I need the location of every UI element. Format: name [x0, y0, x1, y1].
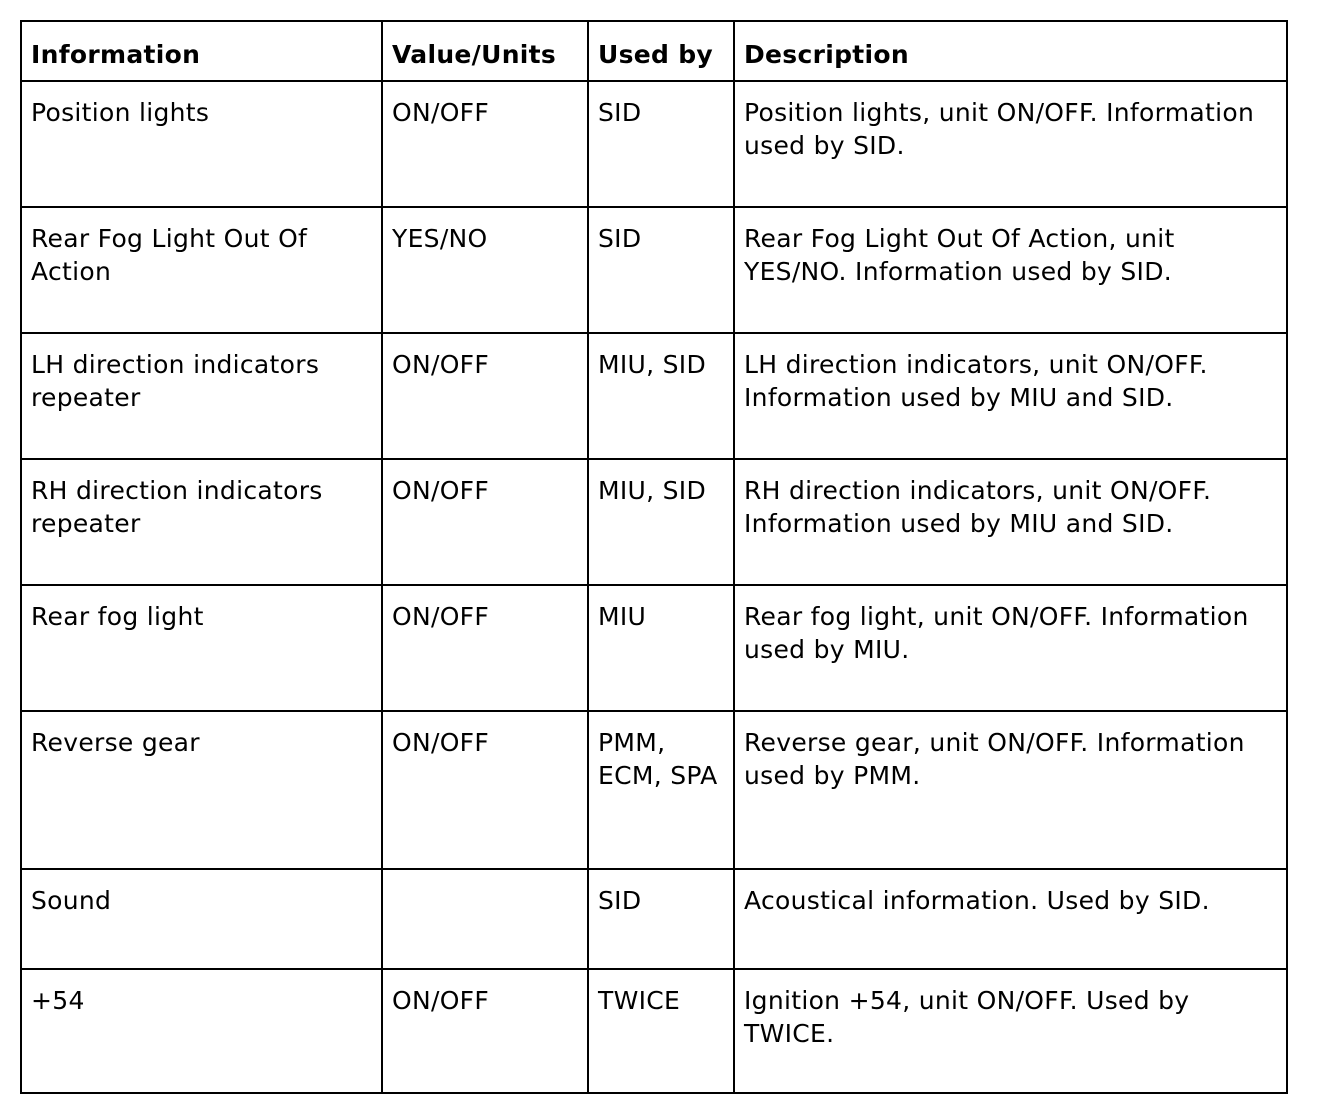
cell-information: +54: [21, 969, 382, 1093]
cell-description: LH direction indicators, unit ON/OFF. Information used by MIU and SID.: [734, 333, 1287, 459]
cell-used-by: SID: [588, 81, 734, 207]
cell-used-by: SID: [588, 869, 734, 969]
cell-value-units: [382, 869, 588, 969]
cell-used-by: MIU: [588, 585, 734, 711]
cell-value-units: ON/OFF: [382, 459, 588, 585]
table-row: [21, 459, 1287, 585]
cell-description: Rear fog light, unit ON/OFF. Information used by MIU.: [734, 585, 1287, 711]
table-row: [21, 711, 1287, 869]
table-row: [21, 81, 1287, 207]
cell-description: Reverse gear, unit ON/OFF. Information used by PMM.: [734, 711, 1287, 869]
cell-value-units: ON/OFF: [382, 585, 588, 711]
signal-information-table: [20, 20, 1288, 1094]
cell-information: Position lights: [21, 81, 382, 207]
cell-description: Position lights, unit ON/OFF. Information used by SID.: [734, 81, 1287, 207]
table-row: [21, 207, 1287, 333]
cell-used-by: TWICE: [588, 969, 734, 1093]
cell-information: LH direction indicators repeater: [21, 333, 382, 459]
cell-information: Rear Fog Light Out Of Action: [21, 207, 382, 333]
header-value-units: Value/Units: [382, 21, 588, 81]
header-information: Information: [21, 21, 382, 81]
cell-value-units: YES/NO: [382, 207, 588, 333]
cell-used-by: PMM, ECM, SPA: [588, 711, 734, 869]
cell-description: Ignition +54, unit ON/OFF. Used by TWICE.: [734, 969, 1287, 1093]
cell-used-by: MIU, SID: [588, 459, 734, 585]
cell-description: Acoustical information. Used by SID.: [734, 869, 1287, 969]
table-row: [21, 333, 1287, 459]
cell-information: RH direction indicators repeater: [21, 459, 382, 585]
cell-value-units: ON/OFF: [382, 969, 588, 1093]
cell-used-by: SID: [588, 207, 734, 333]
table-row: [21, 869, 1287, 969]
header-used-by: Used by: [588, 21, 734, 81]
cell-value-units: ON/OFF: [382, 711, 588, 869]
cell-used-by: MIU, SID: [588, 333, 734, 459]
cell-value-units: ON/OFF: [382, 333, 588, 459]
cell-description: Rear Fog Light Out Of Action, unit YES/NO. Information used by SID.: [734, 207, 1287, 333]
cell-information: Rear fog light: [21, 585, 382, 711]
table-header: [21, 21, 1287, 81]
header-row: [21, 21, 1287, 81]
table-row: [21, 969, 1287, 1093]
header-description: Description: [734, 21, 1287, 81]
cell-value-units: ON/OFF: [382, 81, 588, 207]
cell-information: Sound: [21, 869, 382, 969]
cell-information: Reverse gear: [21, 711, 382, 869]
cell-description: RH direction indicators, unit ON/OFF. Information used by MIU and SID.: [734, 459, 1287, 585]
table-body: [21, 81, 1287, 1093]
table-row: [21, 585, 1287, 711]
